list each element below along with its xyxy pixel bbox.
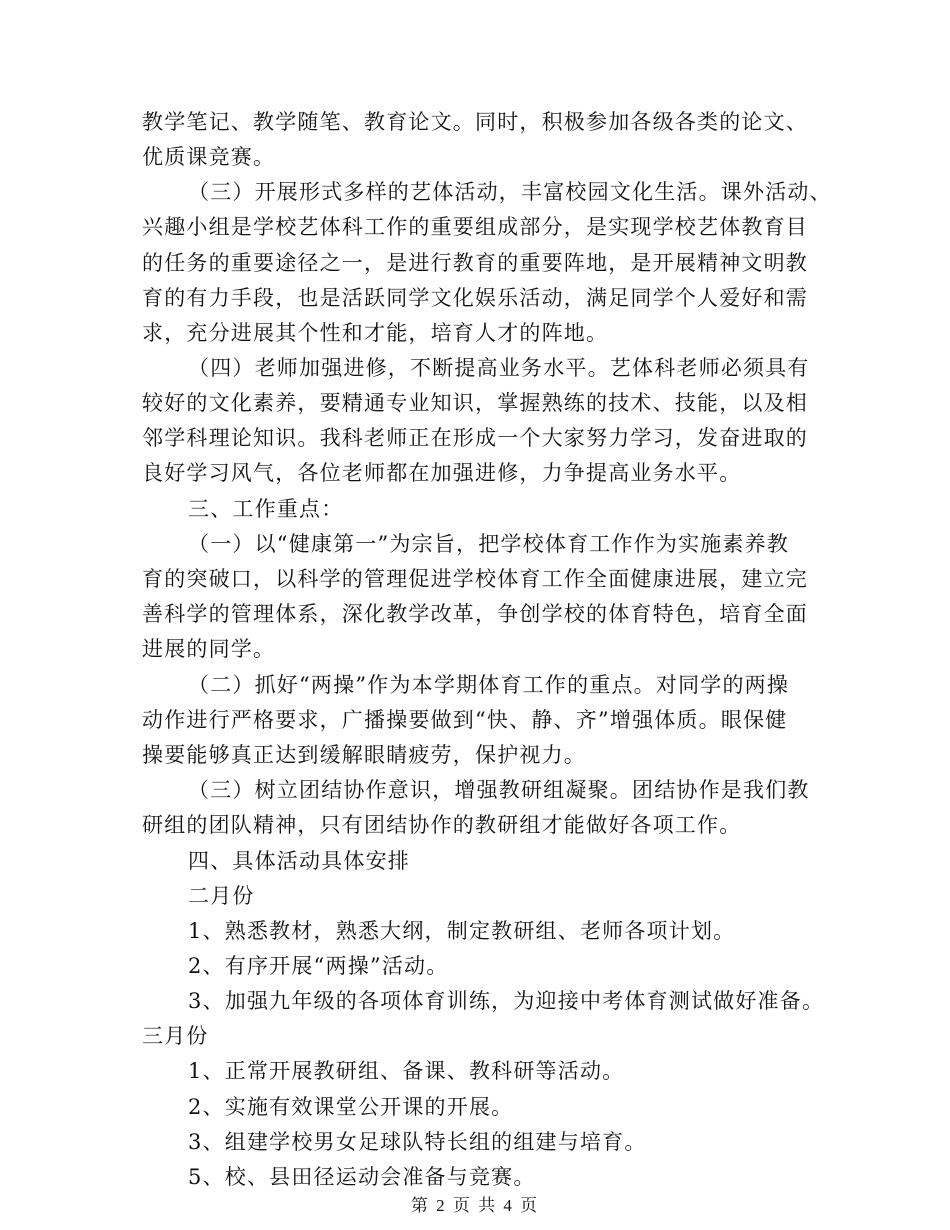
section-heading: 三、工作重点： <box>188 497 344 521</box>
list-item: 1、熟悉教材，熟悉大纲，制定教研组、老师各项计划。 <box>188 919 736 943</box>
page-number: 第 2 页 共 4 页 <box>410 1196 540 1215</box>
list-item: 1、正常开展教研组、备课、教科研等活动。 <box>188 1059 625 1083</box>
list-item: 3、加强九年级的各项体育训练，为迎接中考体育测试做好准备。 <box>188 989 825 1013</box>
paragraph-line: 较好的文化素养，要精通专业知识，掌握熟练的技术、技能，以及相 <box>142 391 808 415</box>
list-item: 5、校、县田径运动会准备与竞赛。 <box>188 1165 536 1189</box>
month-heading: 三月份 <box>142 1024 209 1048</box>
list-item: 2、有序开展“两操”活动。 <box>188 954 449 978</box>
month-heading: 二月份 <box>188 884 255 908</box>
paragraph-line: 兴趣小组是学校艺体科工作的重要组成部分，是实现学校艺体教育目 <box>142 215 808 239</box>
paragraph-line: （四）老师加强进修，不断提高业务水平。艺体科老师必须具有 <box>188 356 810 380</box>
paragraph-line: 操要能够真正达到缓解眼睛疲劳，保护视力。 <box>142 743 586 767</box>
paragraph-line: （三）开展形式多样的艺体活动，丰富校园文化生活。课外活动、 <box>188 180 832 204</box>
paragraph-line: 邻学科理论知识。我科老师正在形成一个大家努力学习，发奋进取的 <box>142 426 808 450</box>
paragraph-line: （三）树立团结协作意识，增强教研组凝聚。团结协作是我们教 <box>188 778 810 802</box>
paragraph-line: 良好学习风气，各位老师都在加强进修，力争提高业务水平。 <box>142 461 742 485</box>
paragraph-line: 进展的同学。 <box>142 637 276 661</box>
list-item: 3、组建学校男女足球队特长组的组建与培育。 <box>188 1130 647 1154</box>
paragraph-line: 育的突破口，以科学的管理促进学校体育工作全面健康进展，建立完 <box>142 567 808 591</box>
paragraph-line: 教学笔记、教学随笔、教育论文。同时，积极参加各级各类的论文、 <box>142 110 808 134</box>
paragraph-line: 优质课竞赛。 <box>142 145 276 169</box>
paragraph-line: 动作进行严格要求，广播操要做到“快、静、齐”增强体质。眼保健 <box>142 708 788 732</box>
section-heading: 四、具体活动具体安排 <box>188 849 410 873</box>
paragraph-line: 研组的团队精神，只有团结协作的教研组才能做好各项工作。 <box>142 813 742 837</box>
paragraph-line: 的任务的重要途径之一，是进行教育的重要阵地，是开展精神文明教 <box>142 251 808 275</box>
paragraph-line: 求，充分进展其个性和才能，培育人才的阵地。 <box>142 321 609 345</box>
paragraph-line: （一）以“健康第一”为宗旨，把学校体育工作作为实施素养教 <box>188 532 790 556</box>
paragraph-line: 育的有力手段，也是活跃同学文化娱乐活动，满足同学个人爱好和需 <box>142 286 808 310</box>
paragraph-line: （二）抓好“两操”作为本学期体育工作的重点。对同学的两操 <box>188 673 790 697</box>
paragraph-line: 善科学的管理体系，深化教学改革，争创学校的体育特色，培育全面 <box>142 602 808 626</box>
list-item: 2、实施有效课堂公开课的开展。 <box>188 1095 514 1119</box>
